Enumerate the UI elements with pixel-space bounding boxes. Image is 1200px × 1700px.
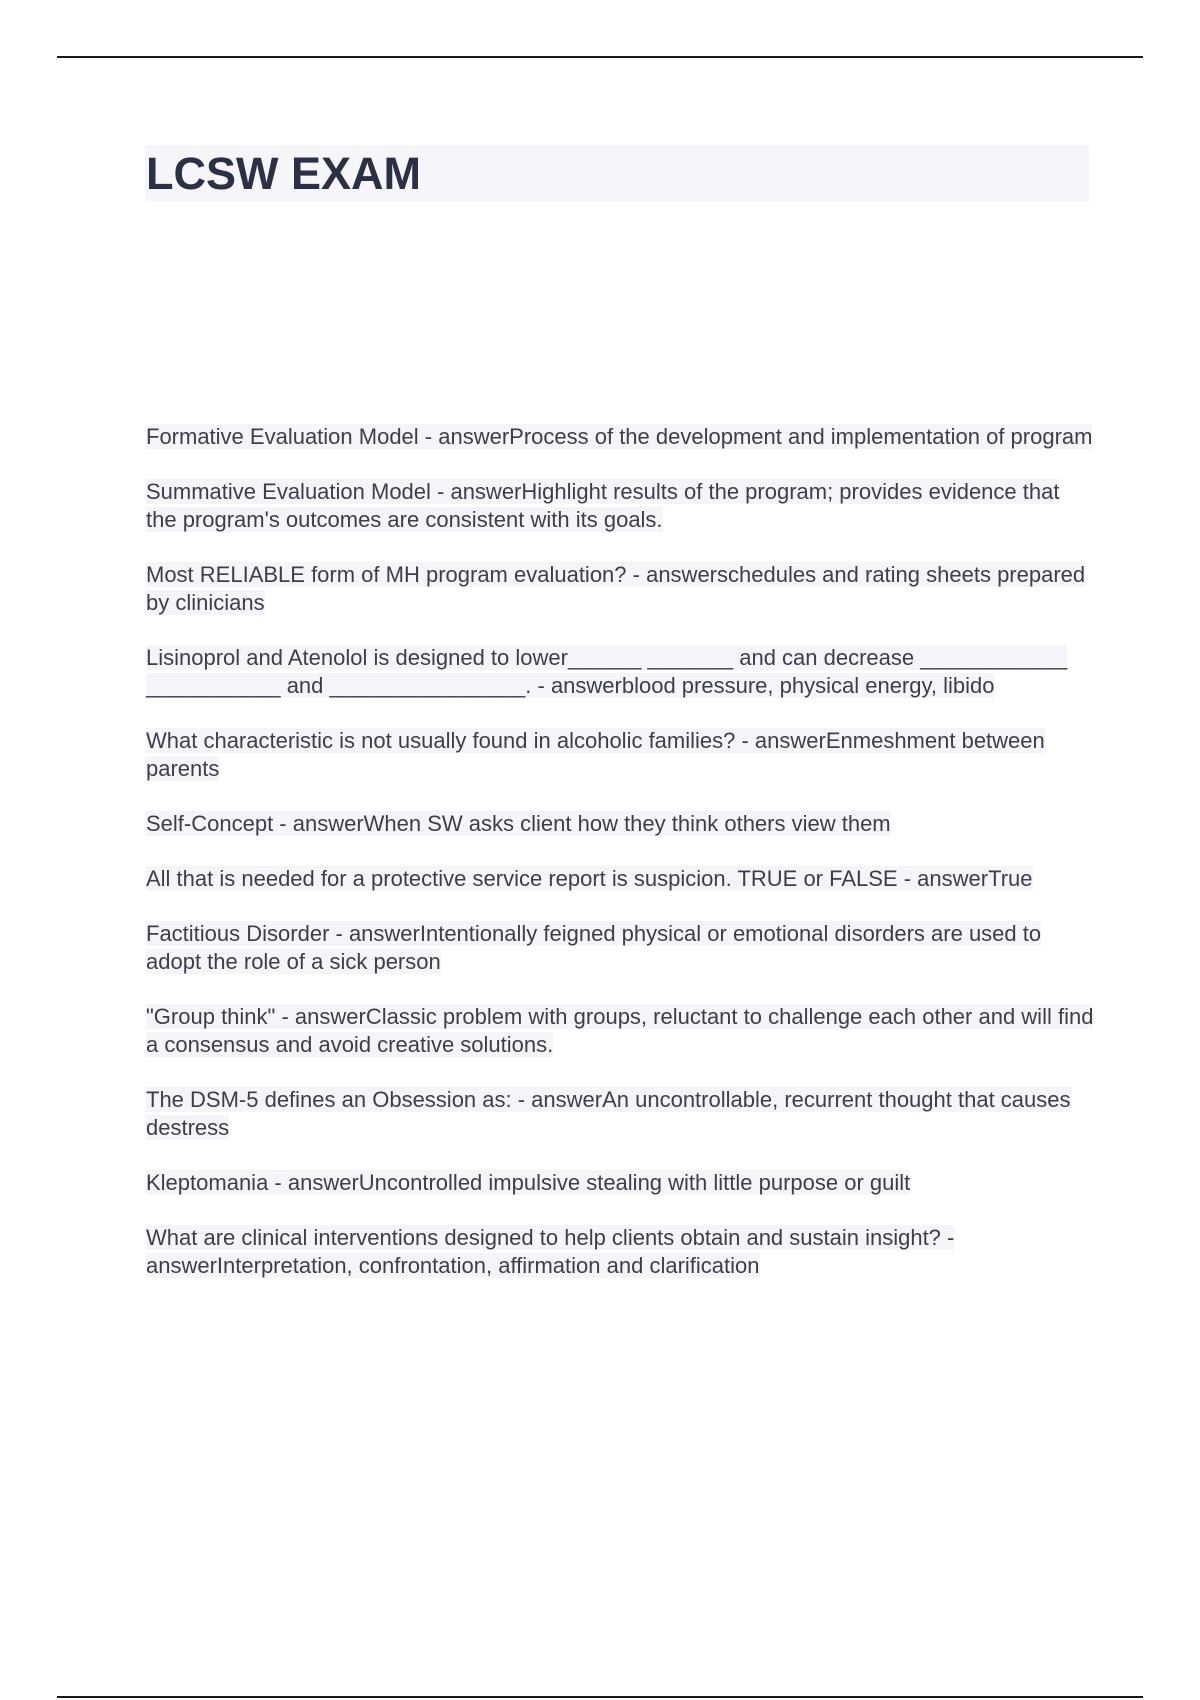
list-item [146,561,1096,617]
qa-text: Self-Concept - answerWhen SW asks client how they think others view them [146,811,891,836]
list-item [146,727,1096,783]
top-rule [57,56,1143,58]
list-item [146,920,1096,976]
list-item [146,810,1096,838]
qa-text: Factitious Disorder - answerIntentionally feigned physical or emotional disorders are used to adopt the role of a sick person [146,921,1042,974]
list-item [146,1169,1096,1197]
qa-text: What are clinical interventions designed to help clients obtain and sustain insight? - answerInterpretation, confrontation, affirmation and clarification [146,1225,955,1278]
list-item [146,423,1096,451]
bottom-rule [57,1696,1143,1698]
list-item [146,478,1096,534]
qa-text: The DSM-5 defines an Obsession as: - answerAn uncontrollable, recurrent thought that causes destress [146,1087,1071,1140]
page-title: LCSW EXAM [146,148,421,199]
qa-text: Summative Evaluation Model - answerHighlight results of the program; provides evidence that the program's outcomes are consistent with its goals. [146,479,1060,532]
list-item [146,1224,1096,1280]
list-item [146,1003,1096,1059]
qa-text: All that is needed for a protective service report is suspicion. TRUE or FALSE - answerTrue [146,866,1033,891]
list-item [146,1086,1096,1142]
qa-text: Formative Evaluation Model - answerProcess of the development and implementation of program [146,424,1093,449]
qa-text: Lisinoprol and Atenolol is designed to lower______ _______ and can decrease ____________ ___________ and ________________. - answerblood pressure, physical energy, libido [146,645,1068,698]
qa-text: What characteristic is not usually found in alcoholic families? - answerEnmeshment between parents [146,728,1045,781]
qa-text: Kleptomania - answerUncontrolled impulsive stealing with little purpose or guilt [146,1170,911,1195]
list-item [146,644,1096,700]
list-item [146,865,1096,893]
qa-text: Most RELIABLE form of MH program evaluation? - answerschedules and rating sheets prepared by clinicians [146,562,1086,615]
qa-text: "Group think" - answerClassic problem with groups, reluctant to challenge each other and will find a consensus and avoid creative solutions. [146,1004,1094,1057]
question-answer-list [146,423,1096,1307]
